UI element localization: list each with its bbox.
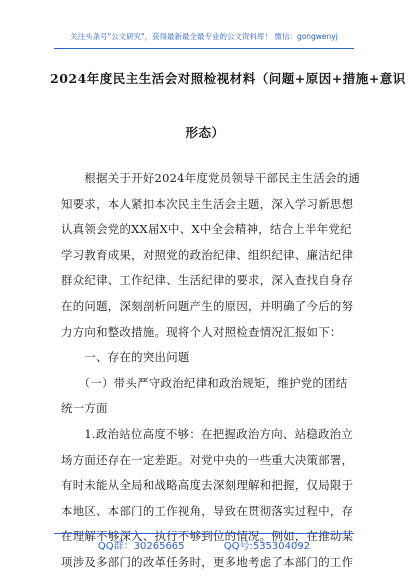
body-line: 在的问题，深刻剖析问题产生的原因，并明确了今后的努 [61,298,354,313]
subsection-heading-cont: 统一方面 [61,401,108,416]
footer-divider [54,533,354,534]
body-line: 群众纪律、工作纪律、生活纪律的要求，深入查找自身存 [61,273,354,288]
body-line: 力方向和整改措施。现将个人对照检查情况汇报如下： [61,324,342,339]
section-heading: 一、存在的突出问题 [61,350,190,365]
body-line: 项涉及多部门的改革任务时，更多地考虑了本部门的工作 [61,554,354,569]
body-line: 知要求，本人紧扣本次民主生活会主题，深入学习新思想 [61,196,354,211]
body-line: 本地区、本部门的工作视角，导致在贯彻落实过程中，存 [61,503,354,518]
body-line: 认真领会党的XX届X中、X中全会精神，结合上半年党纪 [61,222,352,237]
subsection-heading: （一）带头严守政治纪律和政治规矩，维护党的团结 [61,375,348,390]
body-line: 1.政治站位高度不够：在把握政治方向、站稳政治立 [61,426,354,441]
body-line: 根据关于开好2024年度党员领导干部民主生活会的通 [61,171,361,185]
header-note: 关注头条号"公文研究"，获得最新最全最专业的公文资料库！ 微信：gongwenyj [70,32,338,41]
body-line: 在理解不够深入、执行不够到位的情况。例如，在推动某 [61,529,354,544]
body-line: 场方面还存在一定差距。对党中央的一些重大决策部署， [61,452,354,467]
footer [0,537,408,552]
body-line: 有时未能从全局和战略高度去深刻理解和把握，仅局限于 [61,478,354,493]
body-line: 学习教育成果，对照党的政治纪律、组织纪律、廉洁纪律 [61,247,354,262]
document-title-line-1: 2024年度民主生活会对照检视材料（问题+原因+措施+意识 [50,71,406,86]
footer-qq-group: QQ群：30265665 [97,541,185,552]
header-divider [54,48,354,49]
footer-qq-number: QQ号:535304092 [223,541,311,552]
document-body [61,166,361,576]
document-title-line-2: 形态） [185,125,225,140]
